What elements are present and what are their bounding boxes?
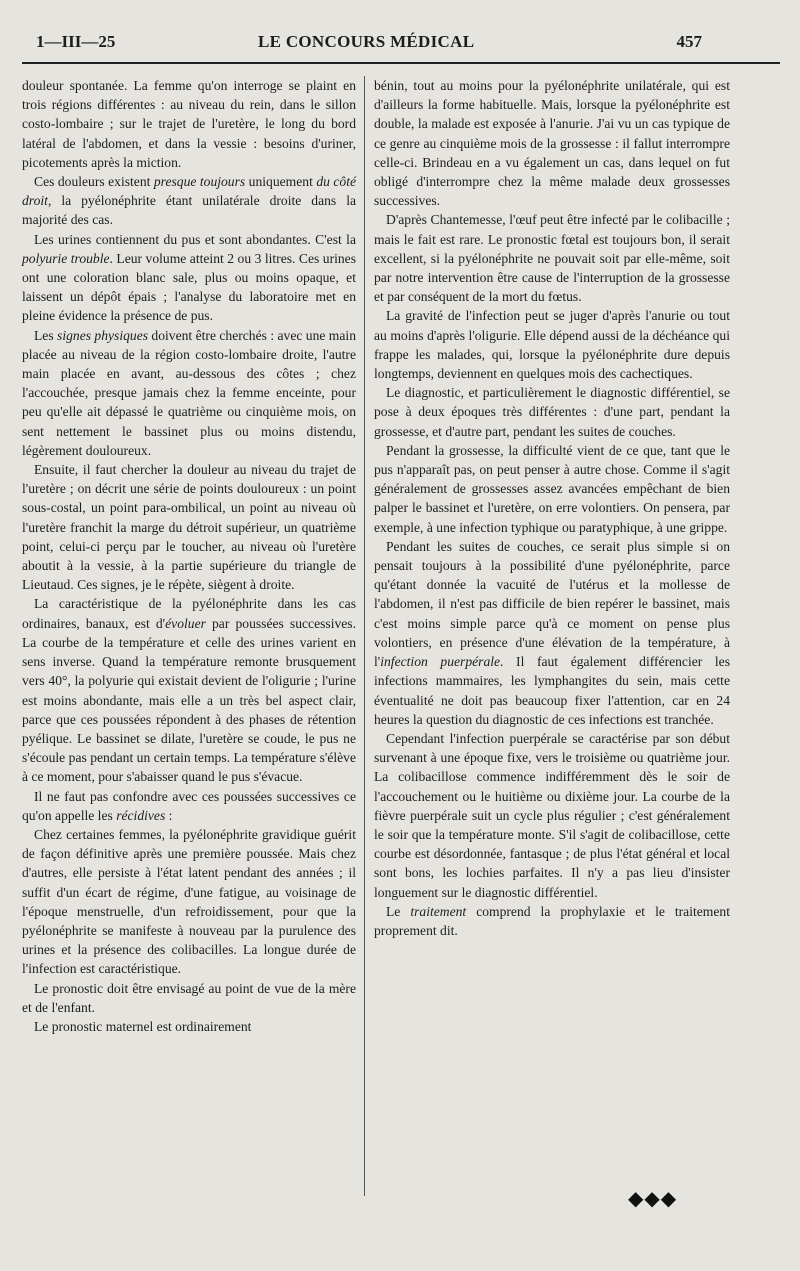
text-run: par poussées successives. La courbe de la température et celle des urines varient en sens inverse. Quand la température remonte brusquement vers 40°, la polyurie qui existait devient de l'oligurie ; l'urine est moins abondante, mais elle a un très bel aspect clair, parce que ces poussées répondent à des phases de rétention pyélique. Le bassinet se dilate, l'uretère se coude, le pus ne s'écoule pas pendant un certain temps. La température s'élève à ce moment, pour s'abaisser quand le pus s'évacue. bbox=[22, 615, 356, 785]
paragraph-p8 bbox=[22, 825, 356, 979]
italic-text: évoluer bbox=[165, 615, 206, 631]
paragraph-q6 bbox=[374, 537, 730, 729]
left-column bbox=[22, 76, 356, 1036]
column-divider bbox=[364, 76, 365, 1196]
text-run: Le pronostic doit être envisagé au point de vue de la mère et de l'enfant. bbox=[22, 980, 356, 1015]
text-run: . Leur volume atteint 2 ou 3 litres. Ces urines ont une coloration blanc sale, plus ou moins opaque, et laissent un dépôt épais ; l'analyse du laboratoire met en pleine évidence la présence de pus. bbox=[22, 250, 356, 324]
paragraph-p6 bbox=[22, 594, 356, 786]
text-run: Le pronostic maternel est ordinairement bbox=[34, 1018, 252, 1034]
text-run: : bbox=[165, 807, 173, 823]
text-run: Le diagnostic, et particulièrement le diagnostic différentiel, se pose à deux époques très différentes : d'une part, pendant la grossesse, et d'autre part, pendant les suites de couches. bbox=[374, 385, 730, 439]
text-run: Le bbox=[386, 903, 411, 919]
running-header bbox=[36, 32, 702, 54]
end-ornament: ◆◆◆ bbox=[628, 1186, 678, 1210]
text-run: . Il faut également différencier les infections mammaires, les lymphangites du sein, mais cette éventualité ne doit pas beaucoup fixer l'attention, car en 24 heures la question du diagnostic de ces infections est tranchée. bbox=[374, 654, 730, 727]
italic-text: traitement bbox=[410, 903, 467, 919]
text-run: La gravité de l'infection peut se juger d'après l'anurie ou tout au moins d'après l'oligurie. Elle dépend aussi de la déchéance qui frappe les malades, qui, lorsque la pyélonéphrite dure depuis longtemps, deviennent en quelques mois des cachectiques. bbox=[374, 308, 730, 382]
issue-date: 1—III—25 bbox=[36, 32, 116, 51]
text-run: Ces douleurs existent bbox=[34, 174, 154, 190]
italic-text: récidives bbox=[116, 807, 166, 823]
italic-text: polyurie trouble bbox=[22, 250, 110, 266]
paragraph-p10 bbox=[22, 1017, 356, 1036]
italic-text: presque toujours bbox=[153, 174, 246, 190]
paragraph-p3 bbox=[22, 230, 356, 326]
paragraph-p7 bbox=[22, 787, 356, 825]
text-run: Pendant la grossesse, la difficulté vient de ce que, tant que le pus n'apparaît pas, on peut penser à autre chose. Comme il s'agit généralement de grossesses assez avancées empêchant de bien palper le bassinet et l'uretère, on erre volontiers. On pensera, par exemple, à une infection typhique ou paratyphique, à une grippe. bbox=[374, 442, 730, 535]
text-run: Les urines contiennent du pus et sont abondantes. C'est la bbox=[34, 231, 356, 247]
text-run: Ensuite, il faut chercher la douleur au niveau du trajet de l'uretère ; on décrit une série de points douloureux : un point sous-costal, un point para-ombilical, un point au niveau où l'uretère franchit la marge du détroit supérieur, un quatrième point, celui-ci perçu par le toucher, au niveau où l'uretère aboutit à la vessie, à la partie supérieure du triangle de Lieutaud. Ces signes, je le répète, siègent à droite. bbox=[22, 462, 356, 593]
text-run: douleur spontanée. La femme qu'on interroge se plaint en trois régions différentes : au niveau du rein, dans le sillon costo-lombaire ; sur le trajet de l'uretère, le long du bord latéral de l'abdomen, et dans la vessie : besoins d'uriner, picotements après la miction. bbox=[22, 78, 356, 170]
text-run: comprend la prophylaxie et le traitement proprement dit. bbox=[374, 903, 730, 938]
page-number: 457 bbox=[676, 32, 702, 51]
paragraph-q1 bbox=[374, 76, 730, 210]
text-run: uniquement bbox=[245, 174, 317, 190]
paragraph-q3 bbox=[374, 306, 730, 383]
paragraph-p5 bbox=[22, 460, 356, 594]
text-run: Chez certaines femmes, la pyélonéphrite gravidique guérit de façon définitive après une première poussée. Mais chez d'autres, elle persiste à l'état latent pendant des années ; il suffit d'un écart de régime, d'une fatigue, au voisinage de l'époque menstruelle, d'un refroidissement, pour que la pyélonéphrite se manifeste à nouveau par la purulence des urines et la présence des colibacilles. La longue durée de l'infection est caractéristique. bbox=[22, 826, 356, 977]
paragraph-q5 bbox=[374, 441, 730, 537]
header-rule bbox=[22, 62, 780, 64]
text-run: La caractéristique de la pyélonéphrite dans les cas ordinaires, banaux, est d' bbox=[22, 596, 356, 631]
paragraph-p9 bbox=[22, 979, 356, 1017]
italic-text: signes physiques bbox=[57, 327, 149, 343]
journal-title: LE CONCOURS MÉDICAL bbox=[258, 32, 475, 51]
text-run: D'après Chantemesse, l'œuf peut être infecté par le colibacille ; mais le fait est rare. Le pronostic fœtal est toujours bon, il serait excellent, si la pyélonéphrite ne pouvait soit par elle-même, soit par notre intervention être cause de l'interruption de la grossesse et par conséquent de la mort du fœtus. bbox=[374, 212, 730, 305]
right-column bbox=[374, 76, 730, 940]
paragraph-q2 bbox=[374, 210, 730, 306]
text-run: Cependant l'infection puerpérale se caractérise par son début survenant à une époque fixe, vers le troisième ou quatrième jour. La colibacillose commence indifféremment dès le soir de l'accouchement ou le huitième ou dixième jour. La courbe de la fièvre puerpérale suit un cycle plus régulier ; c'est généralement le soir que la température monte. S'il s'agit de colibacillose, cette courbe est désordonnée, fantasque ; de plus l'état général et local sont bons, les lochies parfaites. Il n'y a pas lieu d'insister longuement sur le diagnostic différentiel. bbox=[374, 730, 730, 900]
italic-text: infection puerpérale bbox=[380, 654, 501, 670]
paragraph-q4 bbox=[374, 383, 730, 441]
text-run: bénin, tout au moins pour la pyélonéphrite unilatérale, qui est d'ailleurs la forme habituelle. Mais, lorsque la pyélonéphrite est double, la malade est exposée à l'anurie. J'ai vu un cas typique de ce genre au cinquième mois de la grossesse : il fallut interrompre celle-ci. Brindeau en a vu également un cas, dans lequel on fut obligé d'interrompre chez la même malade deux grossesses successives. bbox=[374, 78, 730, 209]
text-run: Pendant les suites de couches, ce serait plus simple si on pensait toujours à la possibilité d'une pyélonéphrite, parce qu'étant donnée la vacuité de l'utérus et la mollesse de l'abdomen, il n'est pas difficile de bien repérer le bassinet, mais c'est moins simple parce qu'à ce moment on pense plus volontiers, en présence d'une élévation de la température, à l' bbox=[374, 538, 730, 670]
text-run: Les bbox=[34, 327, 58, 343]
paragraph-p2 bbox=[22, 172, 356, 230]
paragraph-p4 bbox=[22, 326, 356, 460]
paragraph-q8 bbox=[374, 902, 730, 940]
text-run: doivent être cherchés : avec une main placée au niveau de la région costo-lombaire droite, l'autre main placée en avant, au-dessous des côtes ; chez l'accouchée, presque jamais chez la femme enceinte, pour peu qu'elle ait dépassé le quatrième ou cinquième mois, on sent nettement le bassinet plus ou moins distendu, légèrement douloureux. bbox=[22, 327, 356, 458]
paragraph-q7 bbox=[374, 729, 730, 902]
text-run: Il ne faut pas confondre avec ces poussées successives ce qu'on appelle les bbox=[22, 788, 356, 823]
paragraph-p1 bbox=[22, 76, 356, 172]
text-run: , la pyélonéphrite étant unilatérale droite dans la majorité des cas. bbox=[22, 193, 356, 228]
italic-text: du côté droit bbox=[22, 174, 357, 209]
